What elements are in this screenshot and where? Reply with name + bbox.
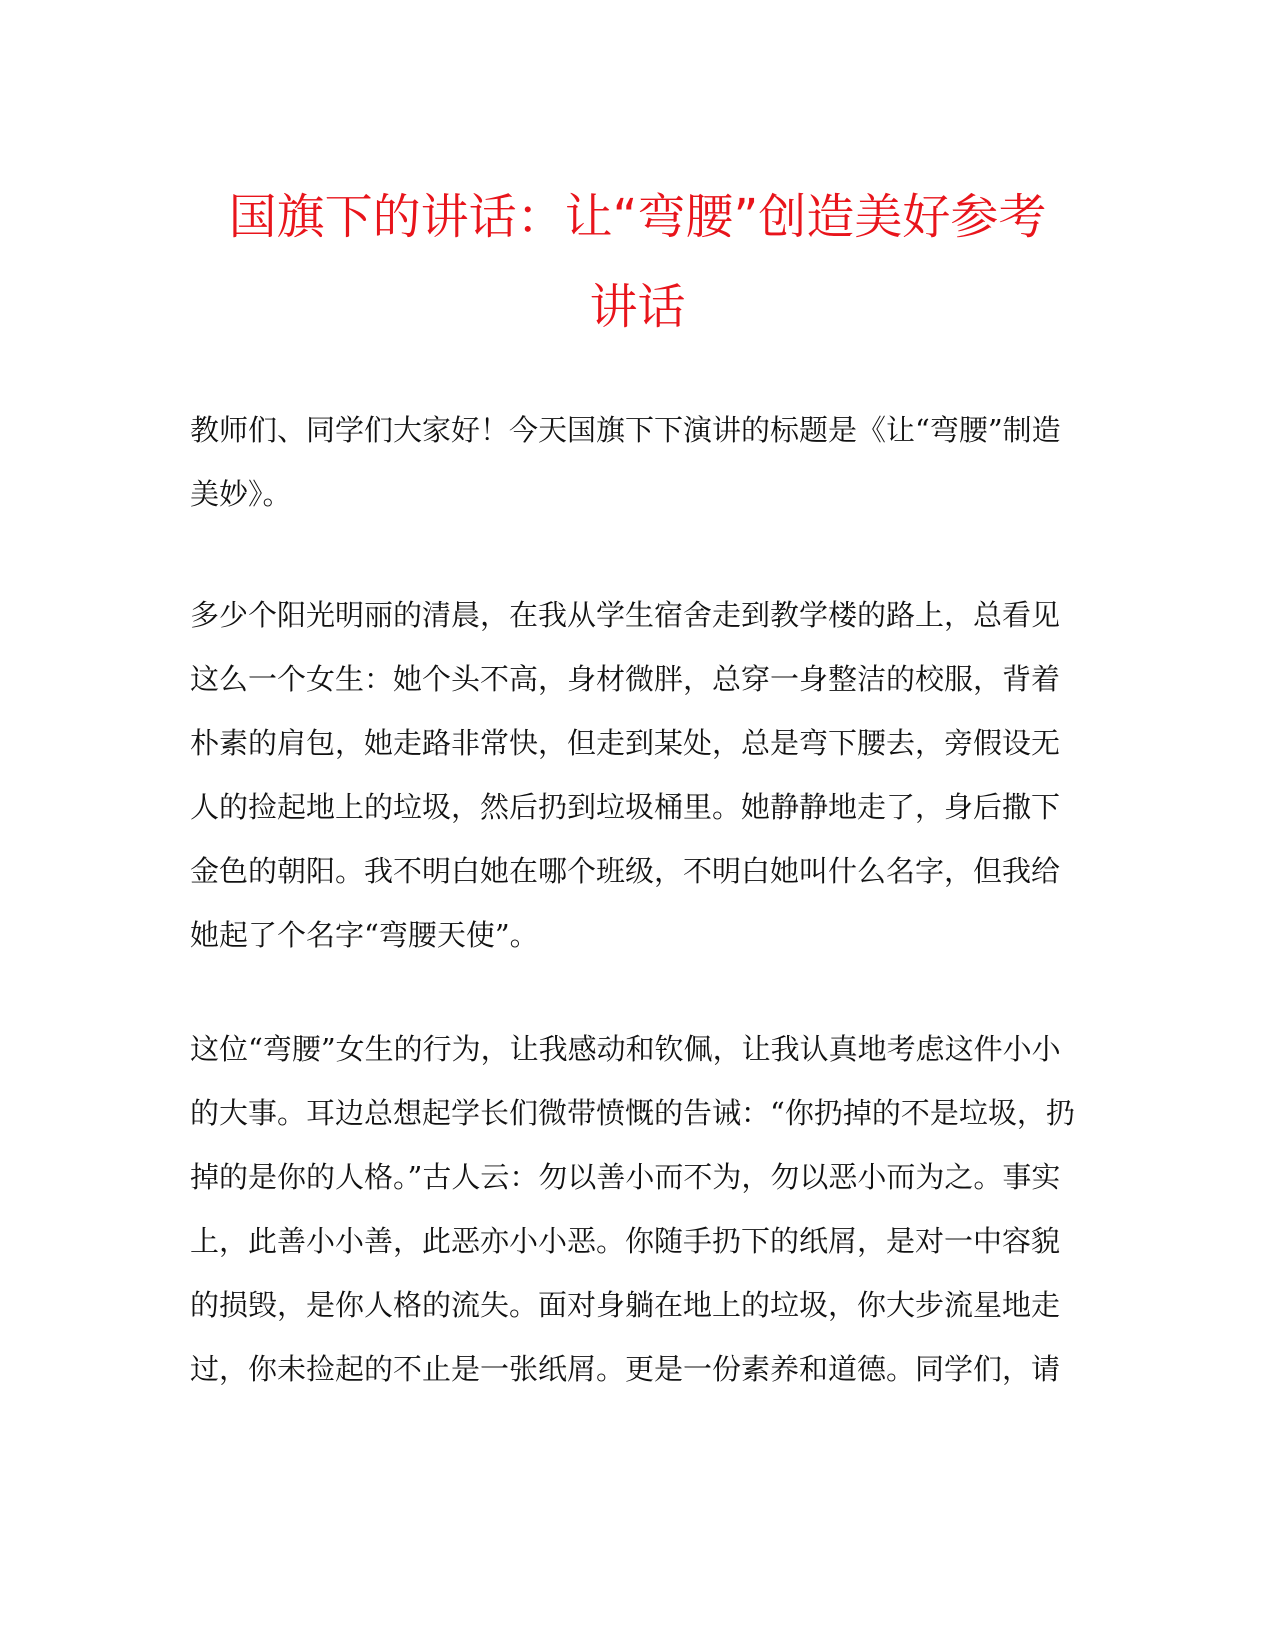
paragraph-line: 朴素的肩包，她走路非常快，但走到某处，总是弯下腰去，旁假设无 [190, 726, 1061, 760]
paragraph-line: 人的捡起地上的垃圾，然后扔到垃圾桶里。她静静地走了，身后撒下 [190, 790, 1061, 824]
paragraph-line: 这位“弯腰”女生的行为，让我感动和钦佩，让我认真地考虑这件小小 [190, 1032, 1061, 1066]
paragraph-story [190, 583, 1090, 967]
paragraph-line: 教师们、同学们大家好！今天国旗下下演讲的标题是《让“弯腰”制造 [190, 413, 1061, 447]
paragraph-line: 上，此善小小善，此恶亦小小恶。你随手扔下的纸屑，是对一中容貌 [190, 1224, 1061, 1258]
title-line-1: 国旗下的讲话：让“弯腰”创造美好参考 [228, 189, 1047, 245]
paragraph-line: 过，你未捡起的不止是一张纸屑。更是一份素养和道德。同学们，请 [190, 1352, 1061, 1386]
paragraph-line: 美妙》。 [190, 477, 292, 511]
paragraph-greeting [190, 398, 1090, 526]
paragraph-line: 她起了个名字“弯腰天使”。 [190, 918, 539, 952]
paragraph-line: 的大事。耳边总想起学长们微带愤慨的告诫：“你扔掉的不是垃圾，扔 [190, 1096, 1075, 1130]
title-line-2: 讲话 [589, 279, 686, 335]
paragraph-line: 这么一个女生：她个头不高，身材微胖，总穿一身整洁的校服，背着 [190, 662, 1061, 696]
paragraph-reflection [190, 1017, 1090, 1401]
paragraph-line: 掉的是你的人格。”古人云：勿以善小而不为，勿以恶小而为之。事实 [190, 1160, 1061, 1194]
paragraph-line: 金色的朝阳。我不明白她在哪个班级，不明白她叫什么名字，但我给 [190, 854, 1061, 888]
paragraph-line: 多少个阳光明丽的清晨，在我从学生宿舍走到教学楼的路上，总看见 [190, 598, 1061, 632]
paragraph-line: 的损毁，是你人格的流失。面对身躺在地上的垃圾，你大步流星地走 [190, 1288, 1061, 1322]
document-title [150, 172, 1125, 352]
